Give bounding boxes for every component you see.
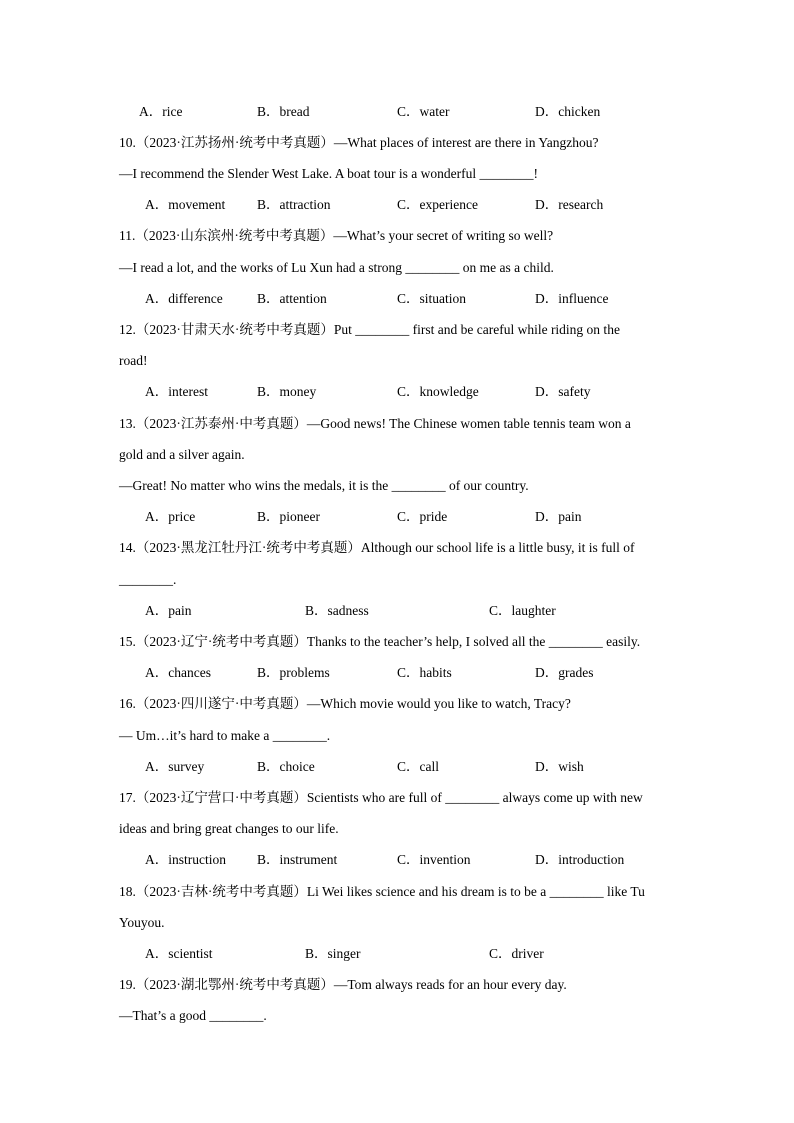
q9-options <box>0 103 794 121</box>
q17-line2: ideas and bring great changes to our life. <box>119 821 339 836</box>
q10-line2: —I recommend the Slender West Lake. A boat tour is a wonderful ________! <box>119 166 538 181</box>
q13-option-d: D．pain <box>535 509 582 524</box>
q13-options <box>0 508 794 526</box>
q19-stem: 19.（2023·湖北鄂州·统考中考真题）—Tom always reads for an hour every day. <box>119 977 567 992</box>
q11-options <box>0 290 794 308</box>
q10-stem: 10.（2023·江苏扬州·统考中考真题）—What places of interest are there in Yangzhou? <box>119 135 599 150</box>
q9-option-b: B．bread <box>257 104 310 119</box>
q17-options <box>0 851 794 869</box>
q17-option-d: D．introduction <box>535 852 625 867</box>
q18-options <box>0 945 794 963</box>
q18-stem: 18.（2023·吉林·统考中考真题）Li Wei likes science and his dream is to be a ________ like Tu <box>119 884 645 899</box>
q15-options <box>0 664 794 682</box>
q13-line3: —Great! No matter who wins the medals, it is the ________ of our country. <box>119 478 529 493</box>
q10-option-c: C．experience <box>397 197 478 212</box>
q12-option-b: B．money <box>257 384 317 399</box>
q11-option-b: B．attention <box>257 291 327 306</box>
q15-option-a: A．chances <box>145 665 211 680</box>
q19-line2: —That’s a good ________. <box>119 1008 267 1023</box>
q11-option-d: D．influence <box>535 291 609 306</box>
q17-stem: 17.（2023·辽宁营口·中考真题）Scientists who are full of ________ always come up with new <box>119 790 643 805</box>
q13-option-b: B．pioneer <box>257 509 320 524</box>
q13-option-a: A．price <box>145 509 196 524</box>
q12-line2: road! <box>119 353 148 368</box>
q13-option-c: C．pride <box>397 509 448 524</box>
q15-option-d: D．grades <box>535 665 594 680</box>
q14-options <box>0 602 794 620</box>
q18-line2: Youyou. <box>119 915 165 930</box>
q14-option-c: C．laughter <box>489 603 556 618</box>
q17-option-b: B．instrument <box>257 852 338 867</box>
q14-stem: 14.（2023·黑龙江牡丹江·统考中考真题）Although our school life is a little busy, it is full of <box>119 540 635 555</box>
q18-option-c: C．driver <box>489 946 544 961</box>
q16-option-b: B．choice <box>257 759 315 774</box>
q18-option-b: B．singer <box>305 946 361 961</box>
q11-stem: 11.（2023·山东滨州·统考中考真题）—What’s your secret of writing so well? <box>119 228 554 243</box>
q9-option-d: D．chicken <box>535 104 601 119</box>
q15-option-b: B．problems <box>257 665 330 680</box>
q16-options <box>0 758 794 776</box>
q16-option-a: A．survey <box>145 759 205 774</box>
q10-option-a: A．movement <box>145 197 226 212</box>
q11-line2: —I read a lot, and the works of Lu Xun had a strong ________ on me as a child. <box>119 260 554 275</box>
q16-option-c: C．call <box>397 759 439 774</box>
q12-option-d: D．safety <box>535 384 591 399</box>
q10-option-d: D．research <box>535 197 604 212</box>
q18-option-a: A．scientist <box>145 946 213 961</box>
q12-options <box>0 383 794 401</box>
q12-stem: 12.（2023·甘肃天水·统考中考真题）Put ________ first and be careful while riding on the <box>119 322 620 337</box>
q17-option-c: C．invention <box>397 852 471 867</box>
q14-option-a: A．pain <box>145 603 192 618</box>
q9-option-c: C．water <box>397 104 450 119</box>
q16-stem: 16.（2023·四川遂宁·中考真题）—Which movie would you like to watch, Tracy? <box>119 696 571 711</box>
q16-line2: — Um…it’s hard to make a ________. <box>119 728 331 743</box>
q13-line2: gold and a silver again. <box>119 447 245 462</box>
q10-option-b: B．attraction <box>257 197 331 212</box>
q9-option-a: A．rice <box>139 104 183 119</box>
q16-option-d: D．wish <box>535 759 584 774</box>
q15-stem: 15.（2023·辽宁·统考中考真题）Thanks to the teacher’s help, I solved all the ________ easily. <box>119 634 641 649</box>
q15-option-c: C．habits <box>397 665 452 680</box>
q11-option-a: A．difference <box>145 291 223 306</box>
q14-line2: ________. <box>119 572 177 587</box>
q12-option-a: A．interest <box>145 384 208 399</box>
q10-options <box>0 196 794 214</box>
q12-option-c: C．knowledge <box>397 384 479 399</box>
q11-option-c: C．situation <box>397 291 467 306</box>
q13-stem: 13.（2023·江苏泰州·中考真题）—Good news! The Chinese women table tennis team won a <box>119 416 631 431</box>
q14-option-b: B．sadness <box>305 603 369 618</box>
q17-option-a: A．instruction <box>145 852 226 867</box>
